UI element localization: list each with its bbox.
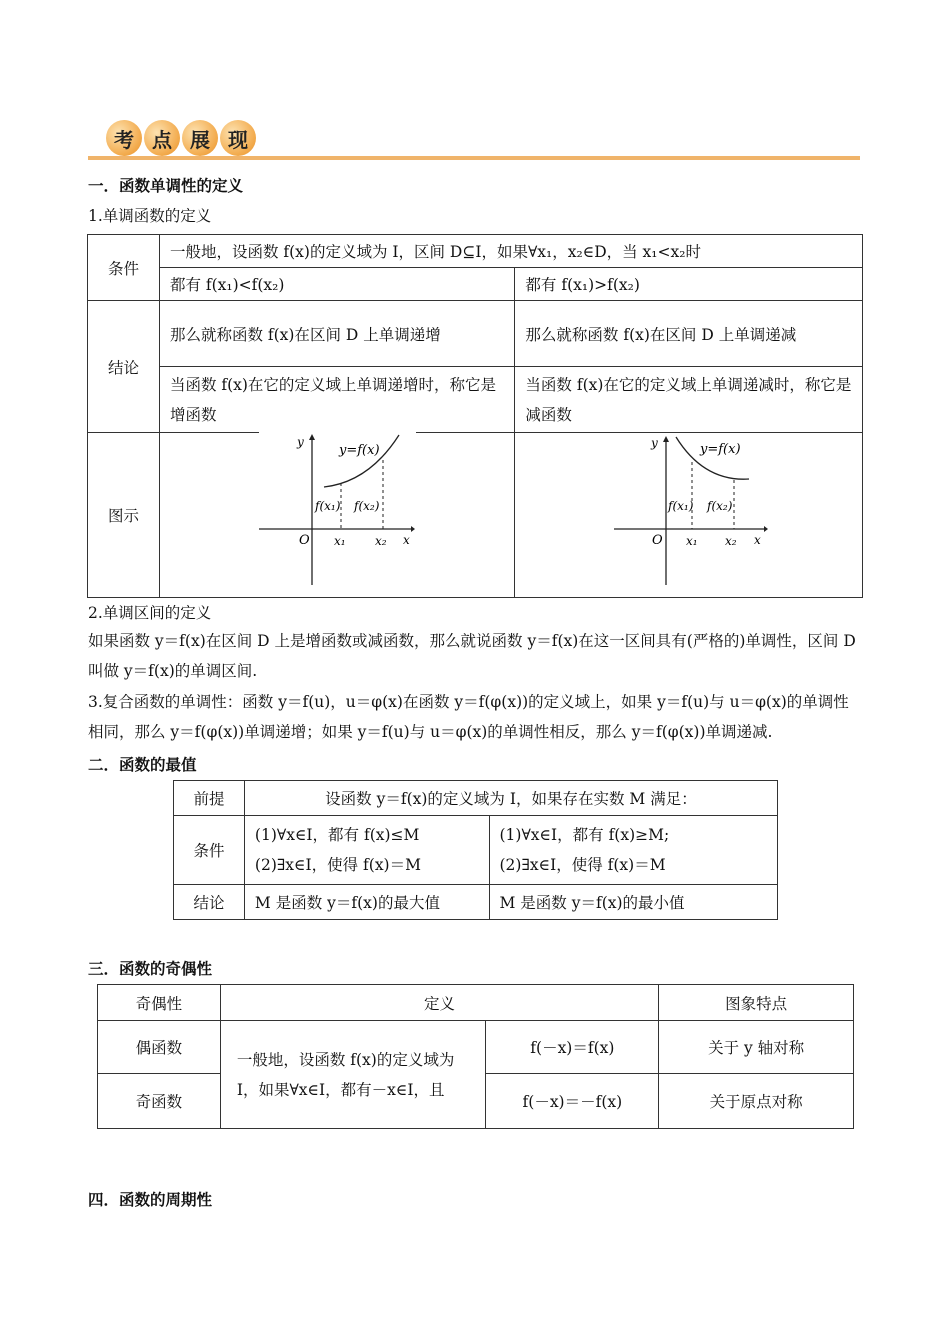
row-label-graph: 图示 [88, 433, 160, 598]
banner-underline [88, 156, 860, 160]
conclusion-increasing-function: 当函数 f(x)在它的定义域上单调递增时，称它是增函数 [159, 367, 514, 433]
origin-label: O [652, 533, 663, 548]
max-condition-2: (2)∃x∈I，使得 f(x)＝M [254, 856, 421, 874]
max-condition-1: (1)∀x∈I，都有 f(x)≤M [254, 826, 420, 844]
x1-label: x₁ [686, 534, 698, 548]
max-conclusion: M 是函数 y＝f(x)的最大值 [244, 885, 489, 920]
min-condition-1: (1)∀x∈I，都有 f(x)≥M; [499, 826, 670, 844]
row-label-condition: 条件 [88, 235, 160, 301]
section-2-title: 二．函数的最值 [88, 756, 197, 774]
header-graph-feature: 图象特点 [659, 985, 854, 1021]
parity-definition: 一般地，设函数 f(x)的定义域为 I，如果∀x∈I，都有－x∈I，且 [220, 1021, 486, 1129]
odd-symmetry: 关于原点对称 [659, 1074, 854, 1129]
min-conclusion: M 是函数 y＝f(x)的最小值 [489, 885, 778, 920]
max-conditions [244, 816, 489, 885]
origin-label: O [299, 533, 310, 548]
subsection-1-1: 1.单调函数的定义 [88, 207, 212, 225]
extremum-table [173, 780, 778, 920]
y-axis-label: y [651, 436, 658, 450]
conclusion-label: 结论 [174, 885, 245, 920]
banner-char-1: 考 [106, 120, 142, 156]
fx2-label: f(x₂) [354, 499, 380, 513]
condition-increasing: 都有 f(x₁)<f(x₂) [159, 268, 514, 301]
x-axis-label: x [403, 533, 410, 547]
even-equation: f(－x)＝f(x) [486, 1021, 659, 1074]
x2-label: x₂ [725, 534, 737, 548]
banner-char-4: 现 [220, 120, 256, 156]
section-3-title: 三．函数的奇偶性 [88, 960, 213, 978]
min-conditions [489, 816, 778, 885]
fx1-label: f(x₁) [668, 499, 694, 513]
section-banner [88, 116, 860, 162]
conclusion-decreasing: 那么就称函数 f(x)在区间 D 上单调递减 [515, 301, 863, 367]
condition-text: 一般地，设函数 f(x)的定义域为 I，区间 D⊆I，如果∀x₁，x₂∈D，当 x₁<x₂时 [159, 235, 862, 268]
x1-label: x₁ [334, 534, 346, 548]
even-function-label: 偶函数 [98, 1021, 221, 1074]
section-1-title: 一．函数单调性的定义 [88, 177, 244, 195]
header-definition: 定义 [220, 985, 658, 1021]
condition-decreasing: 都有 f(x₁)>f(x₂) [515, 268, 863, 301]
odd-equation: f(－x)＝－f(x) [486, 1074, 659, 1129]
fx2-label: f(x₂) [707, 499, 733, 513]
premise-label: 前提 [174, 781, 245, 816]
header-parity: 奇偶性 [98, 985, 221, 1021]
composite-monotonicity: 3.复合函数的单调性：函数 y＝f(u)，u＝φ(x)在函数 y＝f(φ(x))的定义域上，如果 y＝f(u)与 u＝φ(x)的单调性相同，那么 y＝f(φ(x))单调递增；如果 y＝f(u)与 u＝φ(x)的单调性相反，那么 y＝f(φ(x))单调递减. [88, 693, 849, 741]
row-label-conclusion: 结论 [88, 301, 160, 433]
banner-char-3: 展 [182, 120, 218, 156]
banner-char-2: 点 [144, 120, 180, 156]
min-condition-2: (2)∃x∈I，使得 f(x)＝M [499, 856, 666, 874]
conclusion-increasing: 那么就称函数 f(x)在区间 D 上单调递增 [159, 301, 514, 367]
curve-label: y=f(x) [700, 442, 741, 457]
interval-definition: 如果函数 y＝f(x)在区间 D 上是增函数或减函数，那么就说函数 y＝f(x)在这一区间具有(严格的)单调性，区间 D 叫做 y＝f(x)的单调区间. [88, 632, 856, 680]
conclusion-decreasing-function: 当函数 f(x)在它的定义域上单调递减时，称它是减函数 [515, 367, 863, 433]
increasing-graph [259, 432, 416, 587]
section-4-title: 四．函数的周期性 [88, 1191, 213, 1209]
y-axis-label: y [297, 435, 304, 449]
premise-text: 设函数 y＝f(x)的定义域为 I，如果存在实数 M 满足： [244, 781, 777, 816]
x-axis-label: x [754, 533, 761, 547]
decreasing-graph [614, 434, 769, 587]
odd-function-label: 奇函数 [98, 1074, 221, 1129]
condition-label: 条件 [174, 816, 245, 885]
subsection-1-2: 2.单调区间的定义 [88, 604, 212, 622]
curve-label: y=f(x) [339, 443, 380, 458]
fx1-label: f(x₁) [315, 499, 341, 513]
x2-label: x₂ [375, 534, 387, 548]
parity-table [97, 984, 854, 1129]
even-symmetry: 关于 y 轴对称 [659, 1021, 854, 1074]
